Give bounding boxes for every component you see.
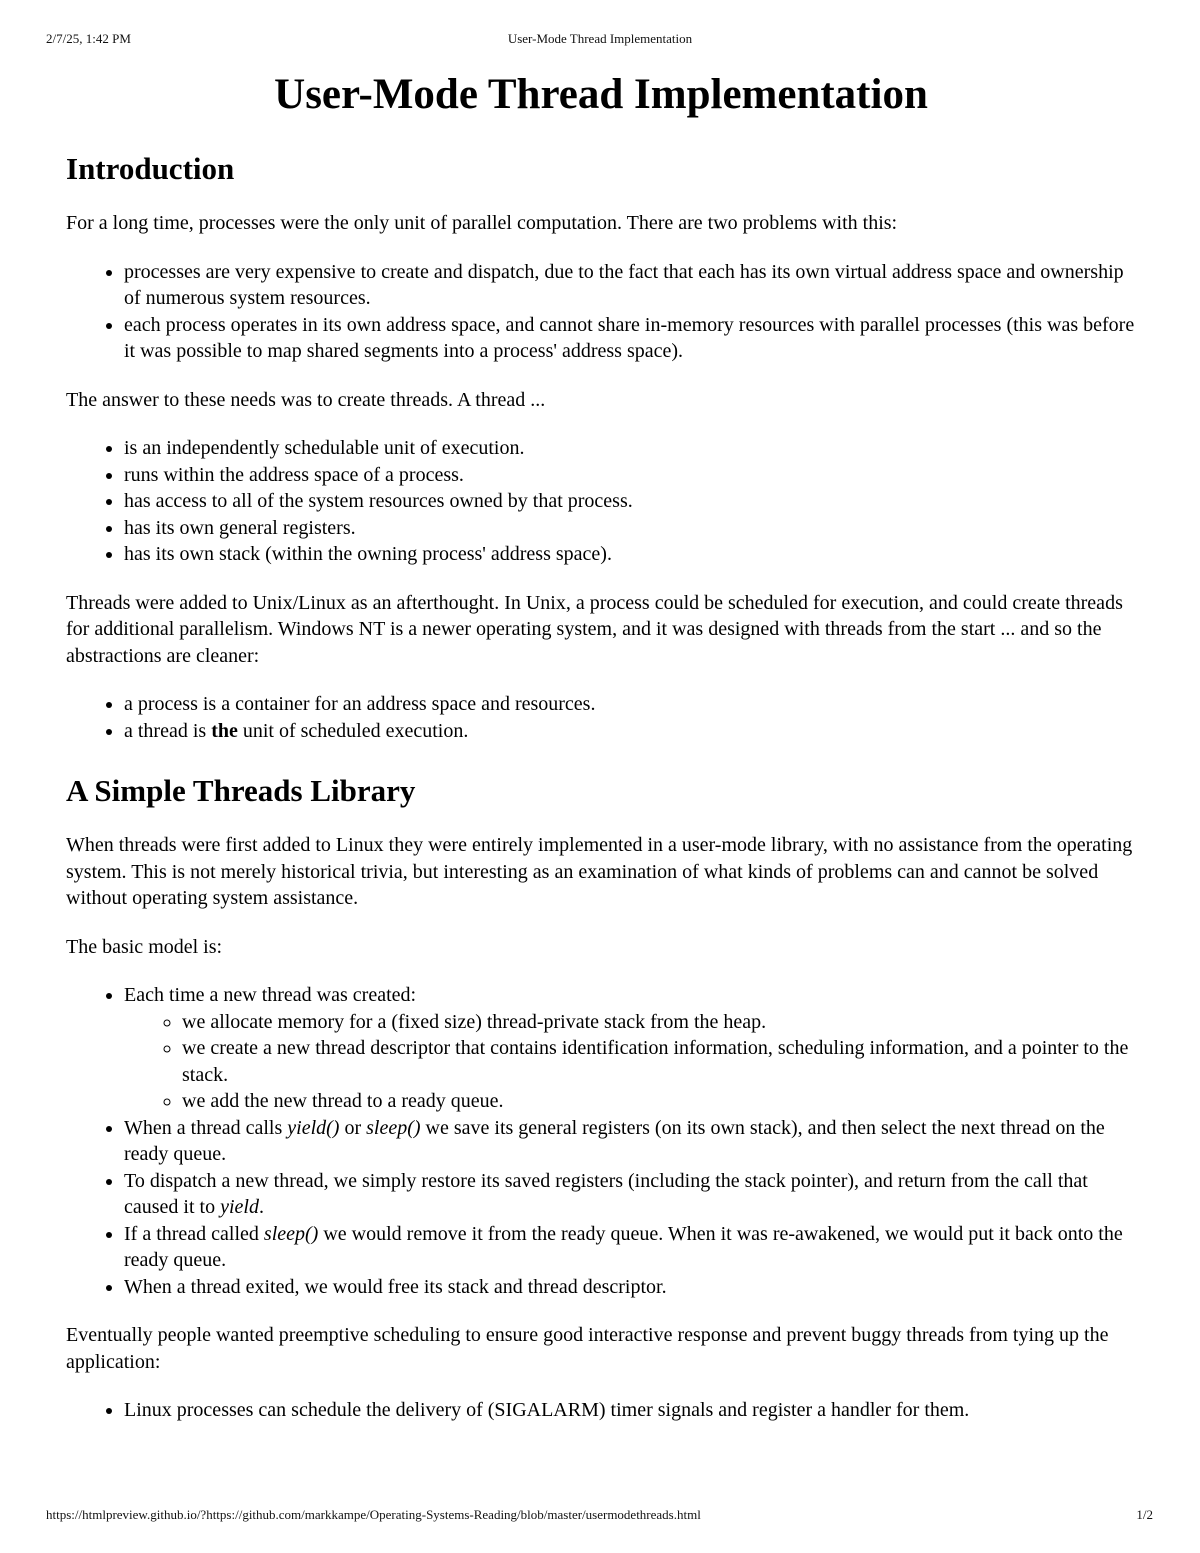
basic-model-list <box>66 982 1136 1300</box>
list-item: ◦ we create a new thread descriptor that contains identification information, scheduling information, and a pointer to the stack. <box>182 1035 1136 1088</box>
text-run: When a thread calls <box>124 1116 288 1139</box>
code-sleep: sleep() <box>366 1116 421 1139</box>
list-item: • runs within the address space of a process. <box>124 462 1136 489</box>
print-footer-url: https://htmlpreview.github.io/?https://github.com/markkampe/Operating-Systems-Reading/blob/master/usermodethreads.html <box>46 1507 701 1522</box>
list-item: • is an independently schedulable unit of execution. <box>124 435 1136 462</box>
list-item: • each process operates in its own address space, and cannot share in-memory resources with parallel processes (this was before it was possible to map shared segments into a process' address space). <box>124 312 1136 365</box>
list-item <box>124 1221 1136 1274</box>
list-item <box>124 1115 1136 1168</box>
paragraph: For a long time, processes were the only unit of parallel computation. There are two problems with this: <box>66 212 898 234</box>
text-run: If a thread called <box>124 1222 264 1245</box>
list-item <box>124 1168 1136 1221</box>
list-item: ◦ we add the new thread to a ready queue. <box>182 1088 1136 1115</box>
paragraph: When threads were first added to Linux they were entirely implemented in a user-mode library, with no assistance from the operating system. This is not merely historical trivia, but interesting as an examination of what kinds of problems can and cannot be solved without operating system assistance. <box>66 834 1133 909</box>
text-run: we save its general registers (on its own stack), and then select the next thread on the ready queue. <box>124 1116 1105 1165</box>
print-datetime: 2/7/25, 1:42 PM <box>46 31 131 46</box>
paragraph: The basic model is: <box>66 935 223 958</box>
document-body <box>66 68 1136 1446</box>
code-yield: yield <box>220 1196 259 1218</box>
code-sleep: sleep() <box>263 1222 319 1245</box>
page-title: User-Mode Thread Implementation <box>274 71 928 118</box>
list-item: • a process is a container for an address space and resources. <box>124 691 1136 718</box>
preemption-list <box>66 1397 1136 1424</box>
section-heading-threads-library: A Simple Threads Library <box>66 773 416 808</box>
problems-list <box>66 259 1136 365</box>
thread-properties-list <box>66 435 1136 568</box>
paragraph: Threads were added to Unix/Linux as an afterthought. In Unix, a process could be scheduled for execution, and could create threads for additional parallelism. Windows NT is a newer operating system, and it was designed with threads from the start ... and so the abstractions are cleaner: <box>66 591 1123 667</box>
text-run: Each time a new thread was created: <box>124 984 417 1006</box>
code-yield: yield() <box>287 1116 340 1139</box>
list-item: • processes are very expensive to create and dispatch, due to the fact that each has its own virtual address space and ownership of numerous system resources. <box>124 259 1136 312</box>
nt-abstractions-list <box>66 691 1136 744</box>
list-item <box>124 982 1136 1115</box>
list-item <box>124 718 1136 745</box>
emphasis-text: the <box>211 719 238 742</box>
list-item: • Linux processes can schedule the delivery of (SIGALARM) timer signals and register a handler for them. <box>124 1397 1136 1424</box>
text-run: To dispatch a new thread, we simply restore its saved registers (including the stack pointer), and return from the call that caused it to <box>124 1169 1088 1218</box>
paragraph: Eventually people wanted preemptive scheduling to ensure good interactive response and prevent buggy threads from tying up the application: <box>66 1324 1109 1373</box>
text-run: or <box>339 1116 367 1139</box>
text-run: unit of scheduled execution. <box>237 719 469 742</box>
list-item: ◦ we allocate memory for a (fixed size) thread-private stack from the heap. <box>182 1009 1136 1036</box>
text-run: . <box>258 1196 264 1218</box>
print-header-title: User-Mode Thread Implementation <box>507 31 693 46</box>
list-item: • has access to all of the system resources owned by that process. <box>124 488 1136 515</box>
section-heading-introduction: Introduction <box>66 151 235 186</box>
text-run: we would remove it from the ready queue. When it was re-awakened, we would put it back onto the ready queue. <box>124 1222 1123 1271</box>
list-item: • When a thread exited, we would free its stack and thread descriptor. <box>124 1274 1136 1301</box>
text-run: a thread is <box>124 719 212 742</box>
list-item: • has its own general registers. <box>124 515 1136 542</box>
page-number: 1/2 <box>1136 1507 1153 1522</box>
thread-creation-sublist <box>124 1009 1136 1115</box>
paragraph: The answer to these needs was to create threads. A thread ... <box>66 388 546 411</box>
list-item: • has its own stack (within the owning process' address space). <box>124 541 1136 568</box>
